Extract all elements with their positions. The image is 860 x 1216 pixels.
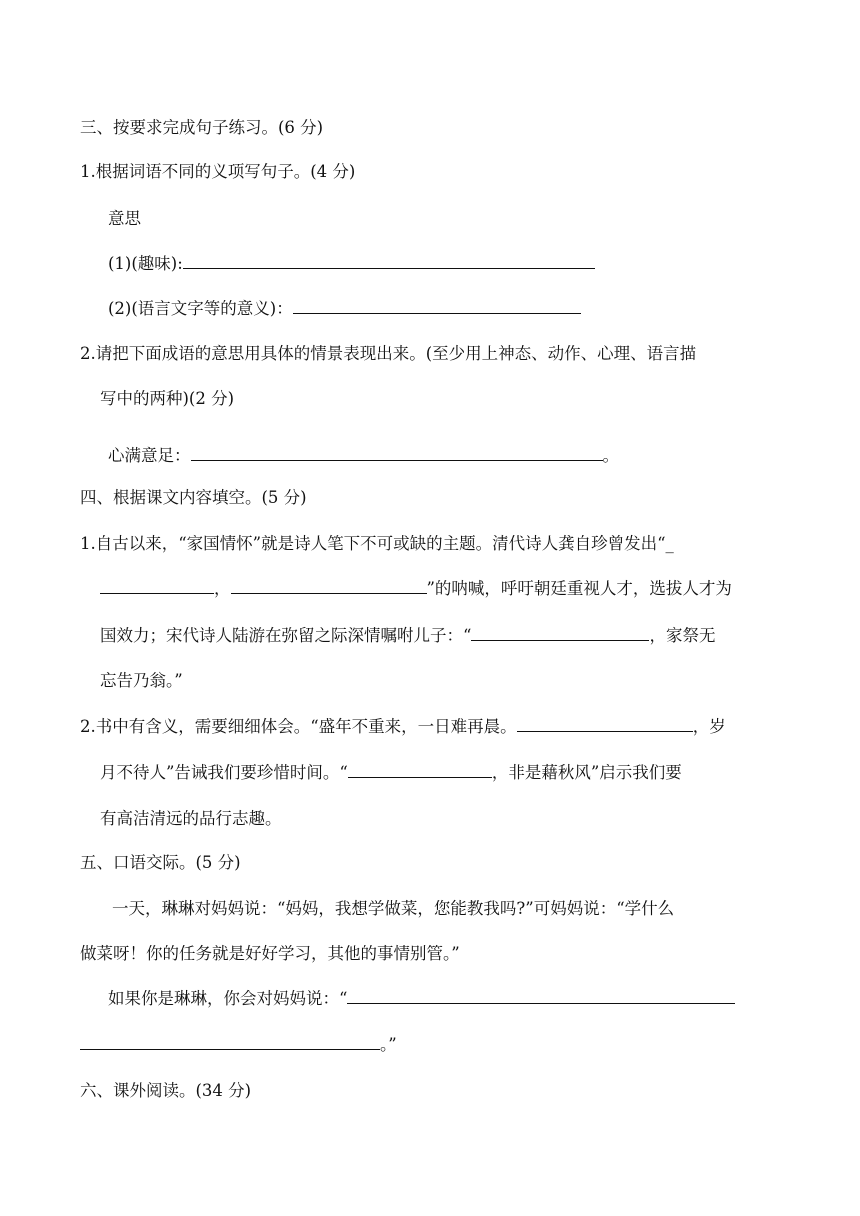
s5-answer-line2	[80, 1034, 397, 1056]
s3-q2-prompt-line2: 写中的两种)(2 分)	[100, 389, 235, 408]
s3-q1-sense2	[108, 298, 581, 320]
s4-q2-line2-head: 月不待人”告诫我们要珍惜时间。“	[100, 763, 348, 782]
s5-para-line2: 做菜呀！你的任务就是好好学习，其他的事情别管。”	[80, 944, 460, 963]
idiom-answer-blank[interactable]	[191, 445, 603, 461]
sense2-answer-blank[interactable]	[293, 298, 581, 314]
sense1-answer-blank[interactable]	[183, 253, 595, 269]
s4-q2-line1-head: 2.书中有含义，需要细细体会。“盛年不重来，一日难再晨。	[80, 717, 517, 736]
section-5-heading: 五、口语交际。(5 分)	[80, 853, 241, 872]
s4-q1-sep: ，	[214, 579, 231, 598]
s3-q1-sense1	[108, 253, 595, 275]
idiom-label: 心满意足：	[108, 446, 191, 465]
gong-zizhen-blank-1[interactable]	[100, 578, 214, 594]
s4-q2-line1-tail: ，岁	[692, 717, 726, 736]
sense1-label: (1)(趣味):	[108, 254, 183, 273]
s4-q1-line3	[100, 625, 715, 647]
s4-q2-line2	[100, 762, 682, 784]
s5-prompt	[108, 988, 735, 1010]
lu-you-blank[interactable]	[471, 625, 649, 641]
section-4-heading: 四、根据课文内容填空。(5 分)	[80, 488, 307, 507]
sense2-label: (2)(语言文字等的意义)：	[108, 299, 293, 318]
s3-q2-idiom	[108, 445, 619, 467]
shengnian-blank[interactable]	[517, 716, 693, 732]
s4-q1-line2	[100, 578, 732, 600]
gong-zizhen-blank-2[interactable]	[231, 578, 427, 594]
idiom-end-mark: 。	[602, 446, 619, 465]
s4-q2-line1	[80, 716, 726, 738]
s5-end-mark: 。”	[380, 1035, 397, 1054]
s5-answer-blank-1[interactable]	[347, 988, 735, 1004]
s4-q1-line3-tail: ，家祭无	[649, 626, 716, 645]
qiufeng-blank[interactable]	[348, 762, 492, 778]
section-3-heading: 三、按要求完成句子练习。(6 分)	[80, 118, 324, 137]
s4-q1-line1: 1.自古以来，“家国情怀”就是诗人笔下不可或缺的主题。清代诗人龚自珍曾发出“_	[80, 534, 674, 553]
s4-q2-line2-tail: ，非是藉秋风”启示我们要	[491, 763, 682, 782]
s4-q2-line3: 有高洁清远的品行志趣。	[100, 809, 282, 828]
s5-prompt-text: 如果你是琳琳，你会对妈妈说：“	[108, 989, 348, 1008]
section-6-heading: 六、课外阅读。(34 分)	[80, 1081, 252, 1100]
s4-q1-line4: 忘告乃翁。”	[100, 671, 183, 690]
s3-q1-prompt: 1.根据词语不同的义项写句子。(4 分)	[80, 162, 356, 181]
s5-answer-blank-2[interactable]	[80, 1034, 380, 1050]
s3-q2-prompt-line1: 2.请把下面成语的意思用具体的情景表现出来。(至少用上神态、动作、心理、语言描	[80, 344, 697, 363]
s4-q1-line2-tail: ”的呐喊，呼吁朝廷重视人才，选拔人才为	[426, 579, 732, 598]
s5-para-line1: 一天，琳琳对妈妈说：“妈妈，我想学做菜，您能教我吗?”可妈妈说：“学什么	[112, 899, 675, 918]
s3-q1-word: 意思	[108, 209, 141, 228]
s4-q1-line3-head: 国效力；宋代诗人陆游在弥留之际深情嘱咐儿子：“	[100, 626, 472, 645]
